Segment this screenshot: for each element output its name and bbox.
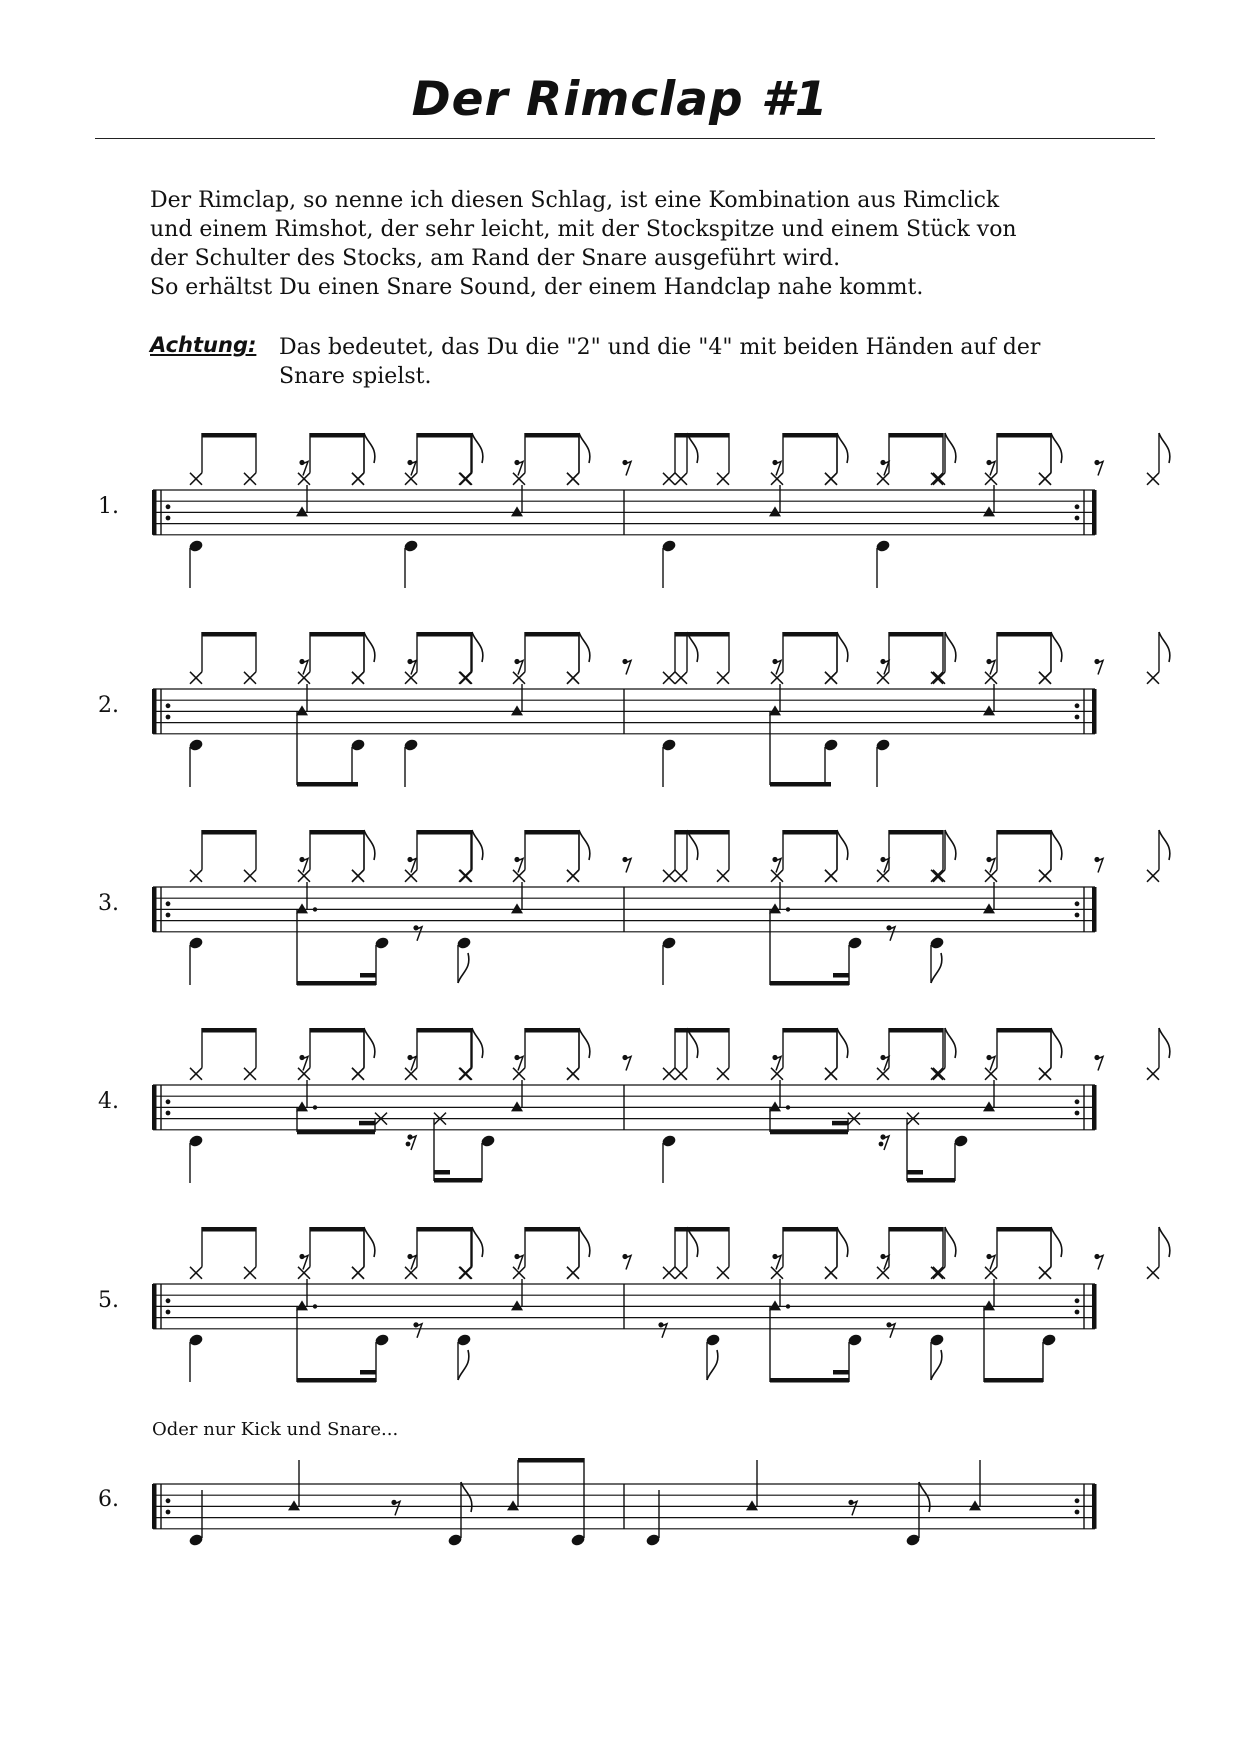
eighth-rest [1096, 660, 1103, 674]
eighth-rest [774, 1255, 781, 1269]
repeat-dot [1075, 703, 1080, 708]
beam [770, 981, 849, 986]
repeat-dot [1075, 1498, 1080, 1503]
repeat-dot [166, 1510, 171, 1515]
exercise-number-4: 4. [98, 1089, 119, 1114]
rimclap-note [511, 1300, 523, 1310]
dot [786, 1105, 790, 1109]
rimclap-note [969, 1500, 981, 1510]
rimclap-note [769, 506, 781, 516]
eighth-rest [850, 1501, 857, 1515]
beam [202, 830, 256, 835]
beam [310, 632, 364, 637]
eighth-rest [774, 858, 781, 872]
beam [310, 1227, 364, 1232]
beam [984, 1378, 1043, 1383]
note-flag [1159, 830, 1170, 860]
beam [417, 1227, 471, 1232]
exercise-number-1: 1. [98, 494, 119, 519]
beam [783, 1227, 837, 1232]
repeat-dot [166, 516, 171, 521]
rimclap-note [296, 506, 308, 516]
eighth-rest [624, 1255, 631, 1269]
beam [417, 830, 471, 835]
beam [889, 632, 943, 637]
beam [525, 830, 579, 835]
repeat-dot [1075, 504, 1080, 509]
beam [417, 632, 471, 637]
eighth-rest [415, 927, 422, 941]
beam [889, 433, 943, 438]
note-flag [707, 1350, 718, 1380]
eighth-rest [888, 927, 895, 941]
rimclap-note [983, 506, 995, 516]
note-line: Das bedeutet, das Du die "2" und die "4" mit beiden Händen auf der [279, 335, 1041, 360]
eighth-rest [624, 1056, 631, 1070]
note-flag [1051, 830, 1062, 860]
repeat-bar [1092, 1484, 1097, 1529]
note-flag [579, 433, 590, 463]
repeat-dot [166, 703, 171, 708]
repeat-dot [166, 1099, 171, 1104]
rimclap-note [769, 903, 781, 913]
sixteenth-rest [879, 1142, 884, 1147]
rimclap-note [288, 1500, 300, 1510]
eighth-rest [988, 1056, 995, 1070]
exercise-number-5: 5. [98, 1288, 119, 1313]
beam [518, 1458, 584, 1463]
beam [297, 1378, 376, 1383]
eighth-rest [774, 461, 781, 475]
beam [997, 433, 1051, 438]
note-flag [579, 830, 590, 860]
eighth-rest [301, 660, 308, 674]
intro-line: der Schulter des Stocks, am Rand der Snare ausgeführt wird. [150, 246, 841, 271]
eighth-rest [988, 461, 995, 475]
eighth-rest [988, 858, 995, 872]
repeat-bar [152, 887, 157, 932]
beam [997, 830, 1051, 835]
beam [310, 1028, 364, 1033]
eighth-rest [1096, 1056, 1103, 1070]
rimclap-note [983, 1300, 995, 1310]
note-flag [919, 1482, 930, 1512]
dot [786, 1304, 790, 1308]
note-flag [458, 953, 469, 983]
note-flag [472, 433, 483, 463]
note-flag [364, 1028, 375, 1058]
repeat-bar [1092, 1284, 1097, 1329]
repeat-dot [166, 1298, 171, 1303]
eighth-rest [301, 461, 308, 475]
repeat-dot [166, 901, 171, 906]
sixteenth-rest [406, 1142, 411, 1147]
repeat-dot [1075, 715, 1080, 720]
beam [770, 782, 831, 787]
repeat-bar [152, 689, 157, 734]
beam [297, 981, 376, 986]
dot [313, 907, 317, 911]
repeat-dot [1075, 1310, 1080, 1315]
beam [525, 433, 579, 438]
beam [997, 632, 1051, 637]
intro-line: Der Rimclap, so nenne ich diesen Schlag, ist eine Kombination aus Rimclick [150, 188, 1000, 213]
note-flag [364, 433, 375, 463]
rimclap-note [511, 1101, 523, 1111]
rimclap-note [511, 903, 523, 913]
note-flag [837, 1028, 848, 1058]
eighth-rest [988, 1255, 995, 1269]
eighth-rest [409, 858, 416, 872]
beam [997, 1227, 1051, 1232]
beam [907, 1170, 923, 1175]
note-flag [1159, 433, 1170, 463]
beam [889, 1028, 943, 1033]
repeat-dot [166, 1111, 171, 1116]
beam [675, 830, 729, 835]
beam [783, 1028, 837, 1033]
beam [783, 632, 837, 637]
note-flag [579, 1028, 590, 1058]
rimclap-note [769, 1101, 781, 1111]
note-flag [837, 1227, 848, 1257]
eighth-rest [516, 858, 523, 872]
beam [417, 1028, 471, 1033]
beam [832, 1121, 848, 1126]
beam [310, 433, 364, 438]
beam [525, 1028, 579, 1033]
rimclap-note [983, 705, 995, 715]
eighth-rest [516, 461, 523, 475]
beam [833, 1370, 849, 1375]
note-label: Achtung: [150, 333, 257, 357]
eighth-rest [660, 1324, 667, 1338]
intro-line: und einem Rimshot, der sehr leicht, mit der Stockspitze und einem Stück von [150, 217, 1017, 242]
beam [675, 433, 729, 438]
eighth-rest [301, 858, 308, 872]
eighth-rest [516, 1056, 523, 1070]
beam [310, 830, 364, 835]
note-flag [1051, 433, 1062, 463]
note-flag [364, 830, 375, 860]
repeat-bar [1092, 689, 1097, 734]
dot [313, 1105, 317, 1109]
rimclap-note [507, 1500, 519, 1510]
beam [770, 1378, 849, 1383]
eighth-rest [409, 660, 416, 674]
repeat-dot [166, 913, 171, 918]
note-flag [1051, 1028, 1062, 1058]
note-flag [458, 1350, 469, 1380]
repeat-dot [1075, 901, 1080, 906]
eighth-rest [774, 660, 781, 674]
repeat-dot [166, 504, 171, 509]
beam [907, 1178, 955, 1183]
note-flag [472, 632, 483, 662]
beam [675, 1028, 729, 1033]
note-flag [472, 830, 483, 860]
beam [525, 1227, 579, 1232]
beam [889, 1227, 943, 1232]
note-flag [945, 830, 956, 860]
rimclap-note [511, 705, 523, 715]
note-flag [364, 632, 375, 662]
note-flag [837, 632, 848, 662]
beam [202, 632, 256, 637]
beam [202, 1028, 256, 1033]
rimclap-note [983, 903, 995, 913]
note-flag [945, 1028, 956, 1058]
beam [434, 1170, 450, 1175]
beam [783, 830, 837, 835]
exercise-number-3: 3. [98, 891, 119, 916]
rimclap-note [769, 705, 781, 715]
beam [360, 973, 376, 978]
eighth-rest [888, 1324, 895, 1338]
note-flag [945, 632, 956, 662]
beam [434, 1178, 482, 1183]
dot [313, 1304, 317, 1308]
beam [417, 433, 471, 438]
repeat-bar [152, 1484, 157, 1529]
beam [889, 830, 943, 835]
eighth-rest [516, 660, 523, 674]
intro-line: So erhältst Du einen Snare Sound, der einem Handclap nahe kommt. [150, 275, 924, 300]
repeat-bar [1092, 1085, 1097, 1130]
note-flag [1159, 1028, 1170, 1058]
eighth-rest [409, 1056, 416, 1070]
exercise-number-6: 6. [98, 1487, 119, 1512]
eighth-rest [624, 461, 631, 475]
exercise-number-2: 2. [98, 693, 119, 718]
eighth-rest [409, 461, 416, 475]
repeat-bar [152, 490, 157, 535]
repeat-bar [1092, 887, 1097, 932]
note-flag [1159, 1227, 1170, 1257]
eighth-rest [301, 1056, 308, 1070]
rimclap-note [296, 903, 308, 913]
kick-snare-caption: Oder nur Kick und Snare... [152, 1419, 399, 1440]
eighth-rest [1096, 1255, 1103, 1269]
beam [770, 1130, 848, 1135]
page-title: Der Rimclap #1 [411, 72, 829, 127]
repeat-bar [152, 1284, 157, 1329]
note-flag [1159, 632, 1170, 662]
eighth-rest [1096, 461, 1103, 475]
rimclap-note [296, 1300, 308, 1310]
note-flag [472, 1028, 483, 1058]
beam [675, 632, 729, 637]
beam [525, 632, 579, 637]
note-flag [945, 433, 956, 463]
rimclap-note [511, 506, 523, 516]
beam [359, 1121, 375, 1126]
eighth-rest [624, 858, 631, 872]
repeat-dot [166, 1310, 171, 1315]
rimclap-note [296, 1101, 308, 1111]
repeat-dot [1075, 1510, 1080, 1515]
eighth-rest [409, 1255, 416, 1269]
beam [202, 433, 256, 438]
eighth-rest [988, 660, 995, 674]
note-flag [837, 830, 848, 860]
eighth-rest [516, 1255, 523, 1269]
eighth-rest [624, 660, 631, 674]
note-line: Snare spielst. [279, 364, 432, 389]
beam [675, 1227, 729, 1232]
note-flag [945, 1227, 956, 1257]
note-flag [472, 1227, 483, 1257]
eighth-rest [1096, 858, 1103, 872]
repeat-bar [1092, 490, 1097, 535]
rimclap-note [746, 1500, 758, 1510]
repeat-dot [166, 1498, 171, 1503]
eighth-rest [301, 1255, 308, 1269]
beam [833, 973, 849, 978]
beam [202, 1227, 256, 1232]
beam [360, 1370, 376, 1375]
rimclap-note [983, 1101, 995, 1111]
repeat-dot [1075, 1099, 1080, 1104]
beam [997, 1028, 1051, 1033]
eighth-rest [393, 1501, 400, 1515]
beam [297, 1130, 375, 1135]
eighth-rest [415, 1324, 422, 1338]
repeat-bar [152, 1085, 157, 1130]
repeat-dot [1075, 516, 1080, 521]
beam [297, 782, 358, 787]
dot [786, 907, 790, 911]
note-flag [579, 632, 590, 662]
repeat-dot [1075, 1298, 1080, 1303]
repeat-dot [1075, 913, 1080, 918]
repeat-dot [1075, 1111, 1080, 1116]
beam [783, 433, 837, 438]
repeat-dot [166, 715, 171, 720]
rimclap-note [769, 1300, 781, 1310]
note-flag [579, 1227, 590, 1257]
rimclap-note [296, 705, 308, 715]
note-flag [461, 1482, 472, 1512]
note-flag [931, 953, 942, 983]
note-flag [837, 433, 848, 463]
eighth-rest [774, 1056, 781, 1070]
note-flag [931, 1350, 942, 1380]
note-flag [1051, 632, 1062, 662]
note-flag [1051, 1227, 1062, 1257]
note-flag [364, 1227, 375, 1257]
